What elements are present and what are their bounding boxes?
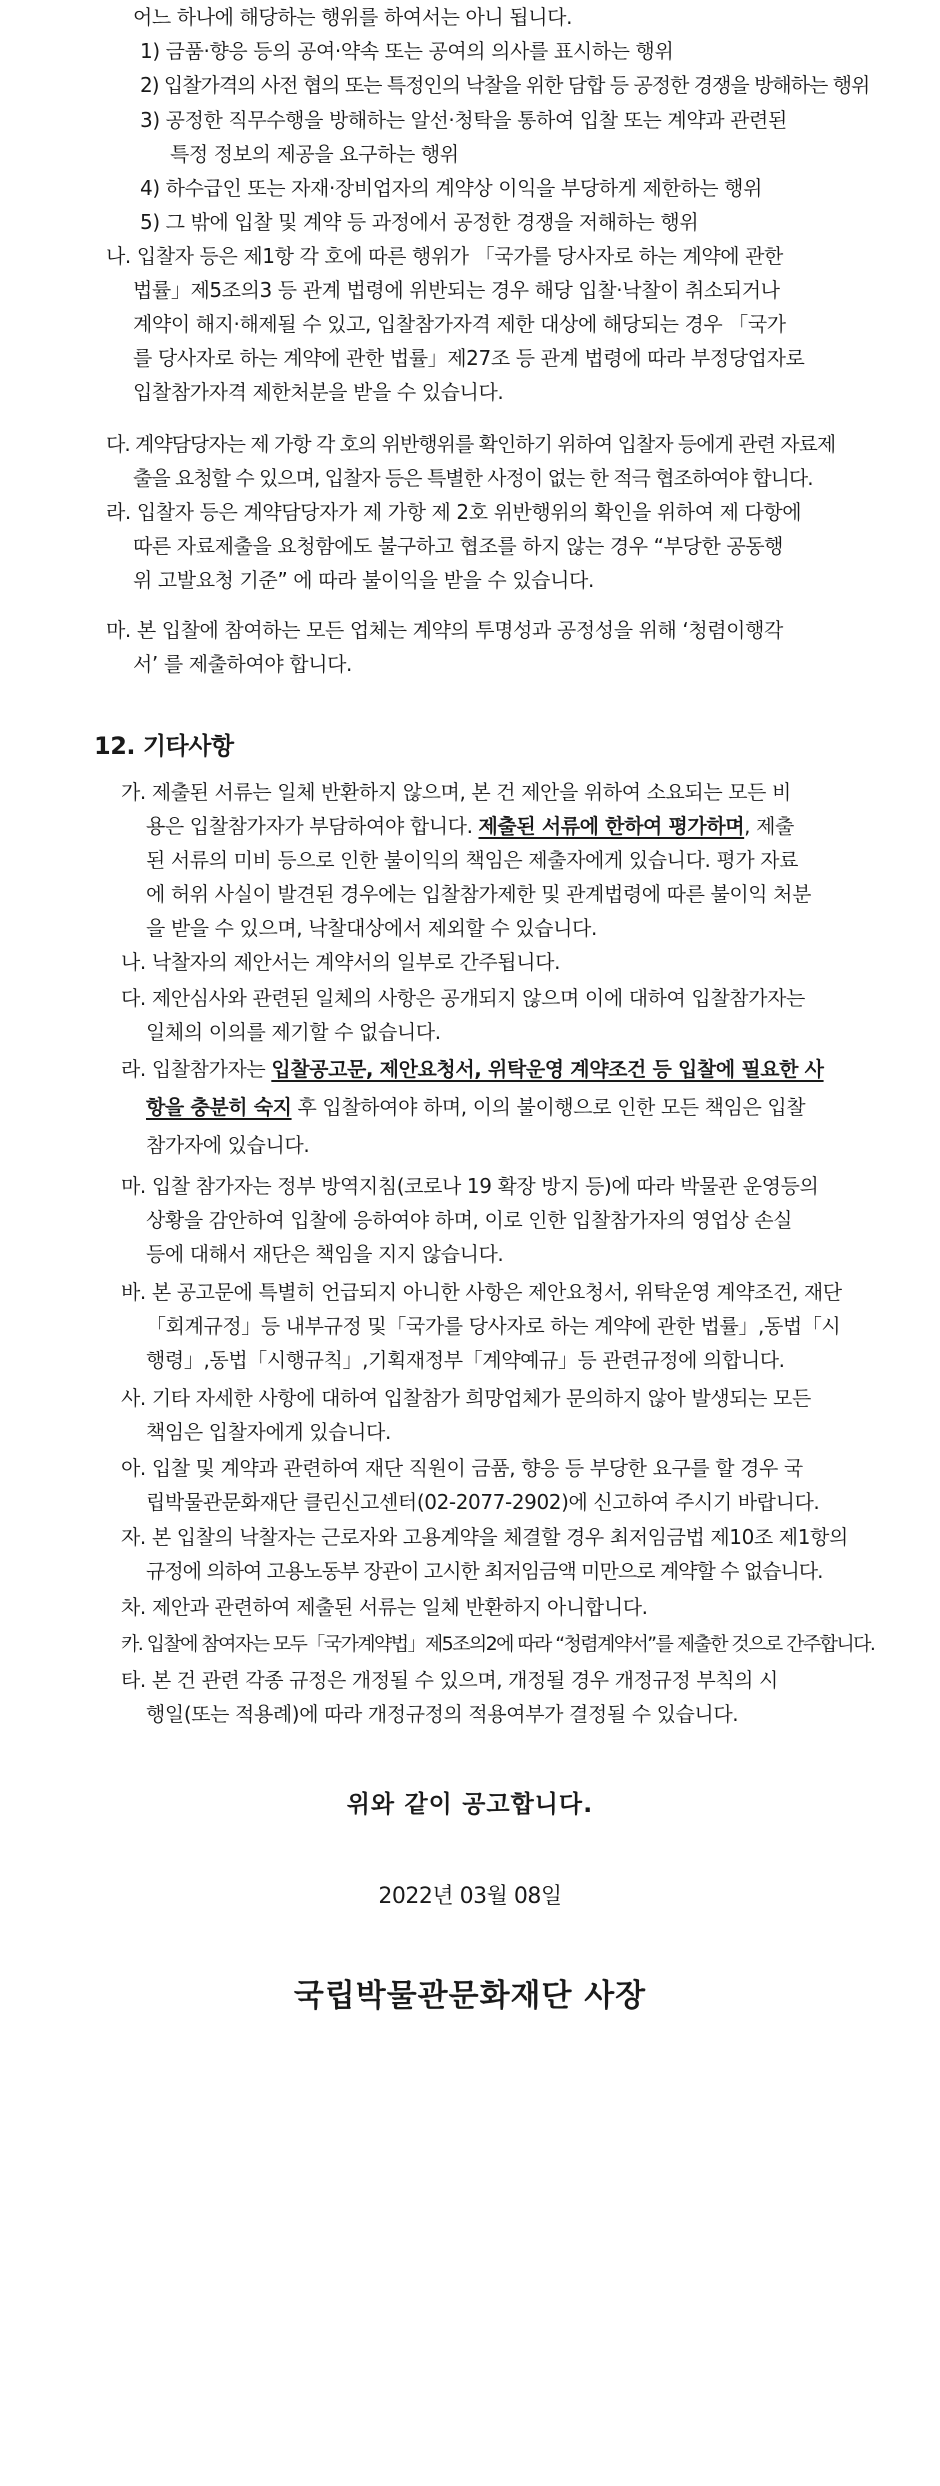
- signer-name: 국립박물관문화재단 사장: [293, 1978, 647, 2014]
- text-line: 어느 하나에 해당하는 행위를 하여서는 아니 됩니다.: [133, 5, 573, 29]
- list-item: 나. 낙찰자의 제안서는 계약서의 일부로 간주됩니다.: [121, 950, 561, 974]
- text-line: 따른 자료제출을 요청함에도 불구하고 협조를 하지 않는 경우 “부당한 공동행: [133, 534, 784, 558]
- text-line: 입찰참가자격 제한처분을 받을 수 있습니다.: [133, 380, 504, 404]
- list-item: 2) 입찰가격의 사전 협의 또는 특정인의 낙찰을 위한 담합 등 공정한 경쟁을 방해하는 행위: [140, 73, 870, 97]
- text-line: 규정에 의하여 고용노동부 장관이 고시한 최저임금액 미만으로 계약할 수 없습니다.: [146, 1559, 823, 1583]
- emphasized-text: 항을 충분히 숙지: [146, 1095, 292, 1119]
- list-item: 자. 본 입찰의 낙찰자는 근로자와 고용계약을 체결할 경우 최저임금법 제10조 제1항의: [121, 1525, 848, 1549]
- text-line: [146, 809, 794, 843]
- text-line: [146, 1090, 805, 1124]
- text-line: 에 허위 사실이 발견된 경우에는 입찰참가제한 및 관계법령에 따른 불이익 처분: [146, 882, 812, 906]
- emphasized-text: 입찰공고문, 제안요청서, 위탁운영 계약조건 등 입찰에 필요한 사: [271, 1057, 824, 1081]
- text-line: 서’ 를 제출하여야 합니다.: [133, 652, 352, 676]
- list-item: 다. 계약담당자는 제 가항 각 호의 위반행위를 확인하기 위하여 입찰자 등에게 관련 자료제: [106, 432, 836, 456]
- list-item: 마. 본 입찰에 참여하는 모든 업체는 계약의 투명성과 공정성을 위해 ‘청렴이행각: [106, 618, 783, 642]
- list-item: 라. 입찰자 등은 계약담당자가 제 가항 제 2호 위반행위의 확인을 위하여 제 다항에: [106, 500, 802, 524]
- list-item: 차. 제안과 관련하여 제출된 서류는 일체 반환하지 아니합니다.: [121, 1595, 648, 1619]
- text-line: 상황을 감안하여 입찰에 응하여야 하며, 이로 인한 입찰참가자의 영업상 손실: [146, 1208, 793, 1232]
- text-line: 일체의 이의를 제기할 수 없습니다.: [146, 1020, 441, 1044]
- list-item: 바. 본 공고문에 특별히 언급되지 아니한 사항은 제안요청서, 위탁운영 계약조건, 재단: [121, 1280, 842, 1304]
- text-line: 등에 대해서 재단은 책임을 지지 않습니다.: [146, 1242, 504, 1266]
- list-item: 나. 입찰자 등은 제1항 각 호에 따른 행위가 「국가를 당사자로 하는 계약에 관한: [106, 244, 783, 268]
- text-span: 라. 입찰참가자는: [121, 1057, 272, 1081]
- emphasized-text: 제출된 서류에 한하여 평가하며: [478, 814, 745, 838]
- text-line: 립박물관문화재단 클린신고센터(02-2077-2902)에 신고하여 주시기 바랍니다.: [146, 1490, 820, 1514]
- list-item: 사. 기타 자세한 사항에 대하여 입찰참가 희망업체가 문의하지 않아 발생되는 모든: [121, 1386, 811, 1410]
- text-span: 용은 입찰참가자가 부담하여야 합니다.: [146, 814, 479, 838]
- text-line: 행령」,동법「시행규칙」,기획재정부「계약예규」등 관련규정에 의합니다.: [146, 1348, 785, 1372]
- list-item: 마. 입찰 참가자는 정부 방역지침(코로나 19 확장 방지 등)에 따라 박물관 운영등의: [121, 1174, 819, 1198]
- closing-statement: 위와 같이 공고합니다.: [346, 1790, 594, 1818]
- text-line: 책임은 입찰자에게 있습니다.: [146, 1420, 391, 1444]
- text-line: 참가자에 있습니다.: [146, 1133, 310, 1157]
- list-item: 3) 공정한 직무수행을 방해하는 알선·청탁을 통하여 입찰 또는 계약과 관련된: [140, 108, 787, 132]
- text-line: 특정 정보의 제공을 요구하는 행위: [170, 142, 459, 166]
- text-line: 계약이 해지·해제될 수 있고, 입찰참가자격 제한 대상에 해당되는 경우 「국가: [133, 312, 786, 336]
- list-item: 다. 제안심사와 관련된 일체의 사항은 공개되지 않으며 이에 대하여 입찰참가자는: [121, 986, 805, 1010]
- section-heading: 12. 기타사항: [94, 732, 234, 760]
- text-line: 위 고발요청 기준” 에 따라 불이익을 받을 수 있습니다.: [133, 568, 594, 592]
- text-span: , 제출: [744, 814, 794, 838]
- list-item: 5) 그 밖에 입찰 및 계약 등 과정에서 공정한 경쟁을 저해하는 행위: [140, 210, 699, 234]
- text-line: 행일(또는 적용례)에 따라 개정규정의 적용여부가 결정될 수 있습니다.: [146, 1702, 739, 1726]
- text-line: 를 당사자로 하는 계약에 관한 법률」제27조 등 관계 법령에 따라 부정당업자로: [133, 346, 805, 370]
- notice-date: 2022년 03월 08일: [378, 1884, 562, 1909]
- list-item: 1) 금품·향응 등의 공여·약속 또는 공여의 의사를 표시하는 행위: [140, 39, 674, 63]
- list-item: 4) 하수급인 또는 자재·장비업자의 계약상 이익을 부당하게 제한하는 행위: [140, 176, 763, 200]
- text-line: 을 받을 수 있으며, 낙찰대상에서 제외할 수 있습니다.: [146, 916, 597, 940]
- text-line: 「회계규정」등 내부규정 및「국가를 당사자로 하는 계약에 관한 법률」,동법「시: [146, 1314, 841, 1338]
- text-line: 된 서류의 미비 등으로 인한 불이익의 책임은 제출자에게 있습니다. 평가 자료: [146, 848, 799, 872]
- list-item: 아. 입찰 및 계약과 관련하여 재단 직원이 금품, 향응 등 부당한 요구를 할 경우 국: [121, 1456, 803, 1480]
- list-item: [121, 1052, 824, 1086]
- text-line: 법률」제5조의3 등 관계 법령에 위반되는 경우 해당 입찰·낙찰이 취소되거나: [133, 278, 780, 302]
- list-item: 타. 본 건 관련 각종 규정은 개정될 수 있으며, 개정될 경우 개정규정 부칙의 시: [121, 1668, 778, 1692]
- text-span: 후 입찰하여야 하며, 이의 불이행으로 인한 모든 책임은 입찰: [291, 1095, 806, 1119]
- list-item: 카. 입찰에 참여자는 모두「국가계약법」제5조의2에 따라 “청렴계약서”를 제출한 것으로 간주합니다.: [121, 1633, 875, 1655]
- text-line: 출을 요청할 수 있으며, 입찰자 등은 특별한 사정이 없는 한 적극 협조하여야 합니다.: [133, 466, 813, 490]
- list-item: 가. 제출된 서류는 일체 반환하지 않으며, 본 건 제안을 위하여 소요되는 모든 비: [121, 780, 791, 804]
